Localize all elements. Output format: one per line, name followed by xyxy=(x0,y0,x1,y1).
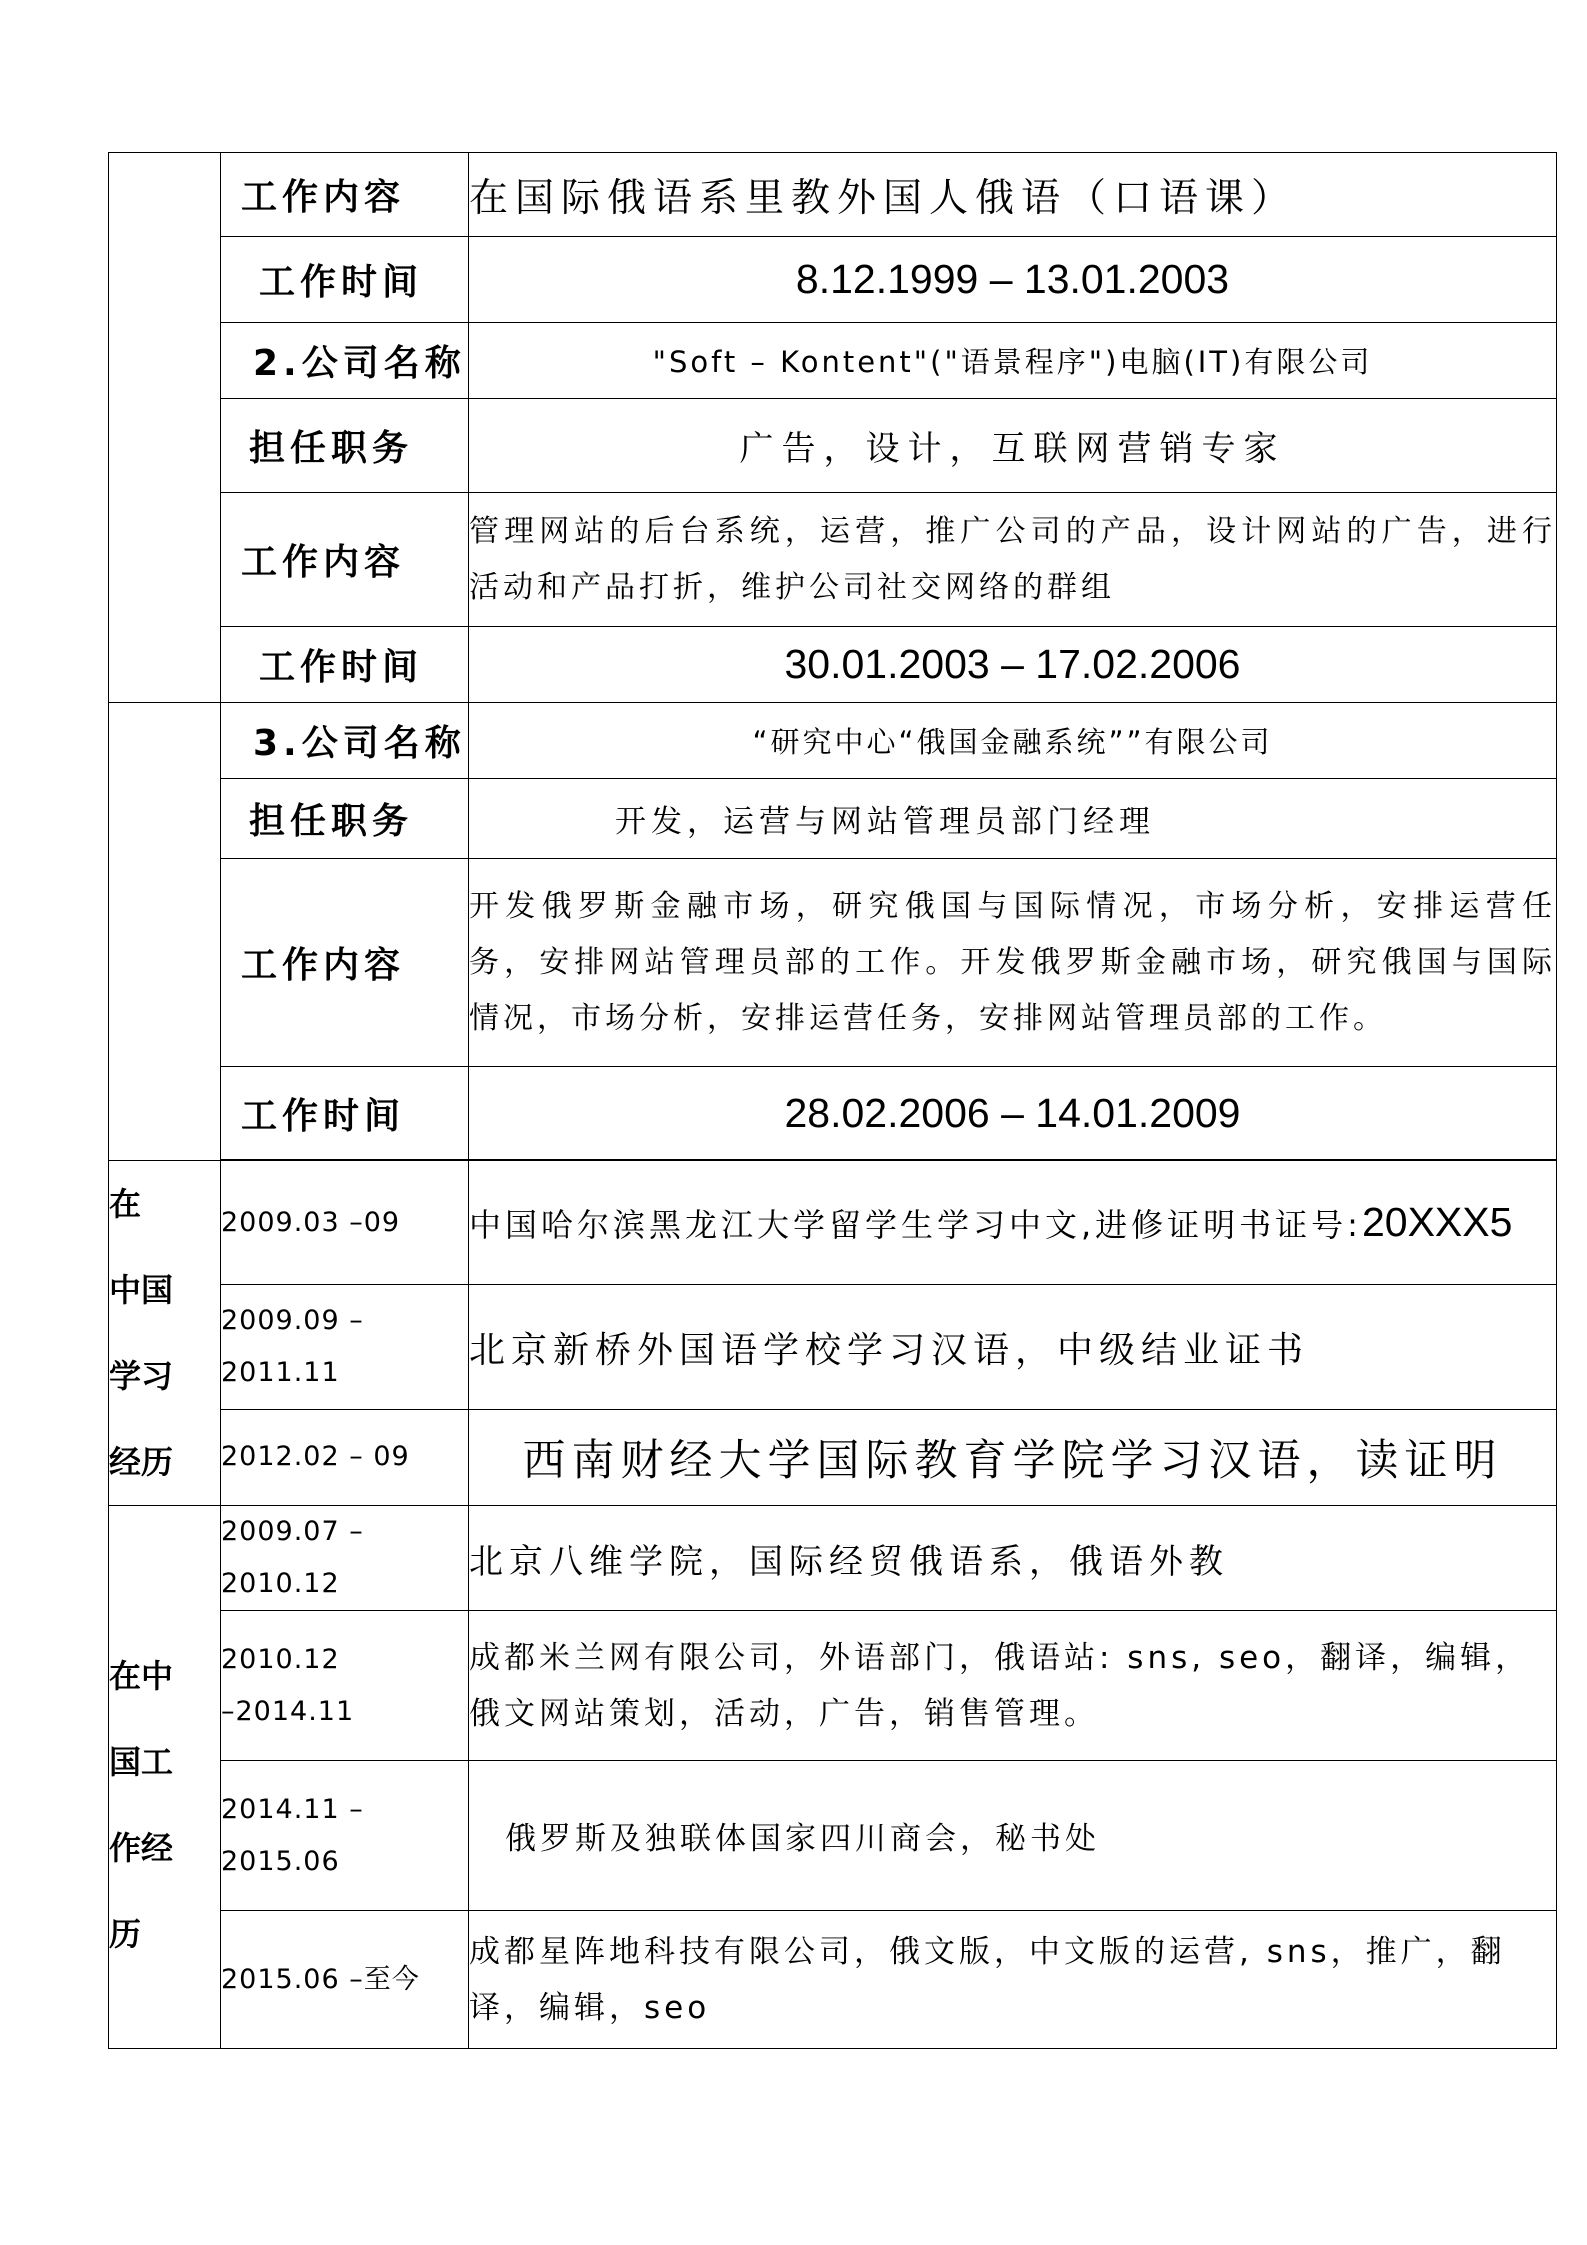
job3-position-label: 担任职务 xyxy=(221,779,469,859)
work-row-2 xyxy=(109,1611,1557,1761)
study-date-line: 2012.02 – 09 xyxy=(221,1441,410,1473)
study-row-2 xyxy=(109,1285,1557,1409)
work-date-line: 2015.06 xyxy=(221,1845,340,1877)
work-date-line: 2015.06 –至今 xyxy=(221,1963,420,1995)
job1-time-label: 工作时间 xyxy=(221,237,469,323)
job2-content-value: 管理网站的后台系统，运营，推广公司的产品，设计网站的广告，进行活动和产品打折，维护公司社交网络的群组 xyxy=(469,493,1557,627)
work-section-line: 国工 xyxy=(109,1743,174,1781)
study-date-line: 2009.03 –09 xyxy=(221,1206,401,1238)
job2-position-label: 担任职务 xyxy=(221,399,469,493)
work-text: 俄罗斯及独联体国家四川商会，秘书处 xyxy=(469,1761,1557,1911)
study-text-main: 中国哈尔滨黑龙江大学留学生学习中文,进修证明书证号: xyxy=(469,1206,1362,1245)
job2-time-value: 30.01.2003 – 17.02.2006 xyxy=(469,627,1557,703)
job2-position-value: 广告，设计，互联网营销专家 xyxy=(469,399,1557,493)
work-date-line: 2010.12 xyxy=(221,1568,340,1599)
job3-content-label: 工作内容 xyxy=(221,859,469,1067)
job-section-cell-2 xyxy=(109,703,221,1161)
job2-content-row xyxy=(109,493,1557,627)
work-section-label xyxy=(109,1506,221,2049)
job3-position-row xyxy=(109,779,1557,859)
job2-time-label: 工作时间 xyxy=(221,627,469,703)
study-text xyxy=(469,1161,1557,1285)
study-section-line: 经历 xyxy=(109,1443,174,1481)
job2-content-label: 工作内容 xyxy=(221,493,469,627)
work-text: 成都米兰网有限公司，外语部门，俄语站: sns, seo，翻译，编辑，俄文网站策划，活动，广告，销售管理。 xyxy=(469,1611,1557,1761)
job2-time-row xyxy=(109,627,1557,703)
job1-time-value: 8.12.1999 – 13.01.2003 xyxy=(469,237,1557,323)
job3-position-value: 开发，运营与网站管理员部门经理 xyxy=(469,779,1557,859)
study-text: 西南财经大学国际教育学院学习汉语，读证明 xyxy=(469,1409,1557,1505)
work-date xyxy=(221,1761,469,1911)
study-date-line: 2011.11 xyxy=(221,1357,340,1389)
work-row-3 xyxy=(109,1761,1557,1911)
job2-company-label: 2.公司名称 xyxy=(221,323,469,399)
work-text: 成都星阵地科技有限公司，俄文版，中文版的运营, sns，推广，翻译，编辑，seo xyxy=(469,1911,1557,2049)
work-date-line: 2010.12 xyxy=(221,1643,340,1675)
job3-content-row xyxy=(109,859,1557,1067)
study-section-line: 中国 xyxy=(109,1271,174,1309)
study-section-label xyxy=(109,1161,221,1506)
study-row-1 xyxy=(109,1161,1557,1285)
work-date xyxy=(221,1506,469,1611)
job1-time-row xyxy=(109,237,1557,323)
job1-content-row xyxy=(109,153,1557,237)
job-section-cell-1 xyxy=(109,153,221,703)
job3-company-label: 3.公司名称 xyxy=(221,703,469,779)
work-date-line: 2009.07 – xyxy=(221,1516,364,1547)
work-date-line: –2014.11 xyxy=(221,1695,355,1727)
study-date xyxy=(221,1409,469,1505)
job2-position-row xyxy=(109,399,1557,493)
certificate-number: 20XXX5 xyxy=(1361,1199,1513,1246)
job2-company-value: "Soft – Kontent"("语景程序")电脑(IT)有限公司 xyxy=(469,323,1557,399)
job3-time-value: 28.02.2006 – 14.01.2009 xyxy=(469,1067,1557,1160)
job1-content-label: 工作内容 xyxy=(221,153,469,237)
job3-time-label: 工作时间 xyxy=(221,1067,469,1160)
work-date xyxy=(221,1911,469,2049)
study-row-3 xyxy=(109,1409,1557,1505)
job2-company-row xyxy=(109,323,1557,399)
work-row-4 xyxy=(109,1911,1557,2049)
work-section-line: 历 xyxy=(109,1915,142,1953)
study-date-line: 2009.09 – xyxy=(221,1305,364,1337)
resume-table xyxy=(108,152,1557,2049)
job3-content-value: 开发俄罗斯金融市场，研究俄国与国际情况，市场分析，安排运营任务，安排网站管理员部的工作。开发俄罗斯金融市场，研究俄国与国际情况，市场分析，安排运营任务，安排网站管理员部的工作。 xyxy=(469,859,1557,1067)
job3-time-row xyxy=(109,1067,1557,1160)
work-section-line: 作经 xyxy=(109,1829,174,1867)
work-row-1 xyxy=(109,1506,1557,1611)
work-section-line: 在中 xyxy=(109,1657,174,1695)
work-date-line: 2014.11 – xyxy=(221,1793,364,1825)
study-text: 北京新桥外国语学校学习汉语，中级结业证书 xyxy=(469,1285,1557,1409)
study-section-line: 学习 xyxy=(109,1357,174,1395)
work-date xyxy=(221,1611,469,1761)
study-date xyxy=(221,1161,469,1285)
work-text: 北京八维学院，国际经贸俄语系，俄语外教 xyxy=(469,1506,1557,1611)
study-section-line: 在 xyxy=(109,1185,142,1223)
job3-company-row xyxy=(109,703,1557,779)
job1-content-value: 在国际俄语系里教外国人俄语（口语课） xyxy=(469,153,1557,237)
job3-company-value: “研究中心“俄国金融系统””有限公司 xyxy=(469,703,1557,779)
study-date xyxy=(221,1285,469,1409)
